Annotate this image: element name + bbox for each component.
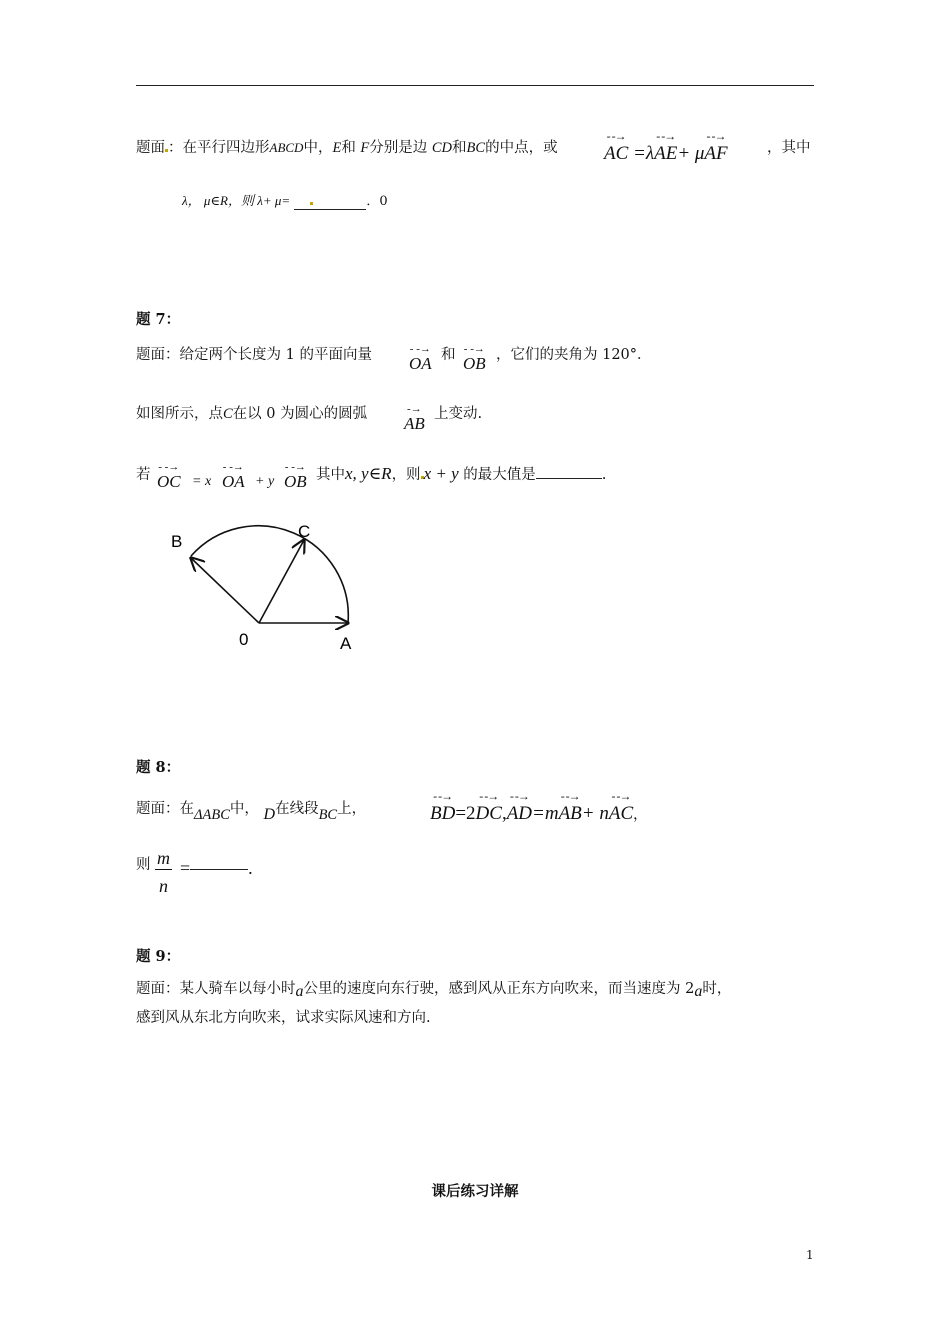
q7-x-plus-y: x + y [423,464,459,483]
q8-a: 题面：在 [136,801,194,817]
q8-e: 上， [337,801,367,817]
q7-line3-d: 的最大值是 [463,467,536,483]
vec-ae-label: AE [654,143,678,164]
q6-equation [604,129,728,165]
answer-blank[interactable] [190,869,248,870]
vec-oa-2: - -→ OA [222,461,245,491]
vec-ob-2: - -→ OB [284,461,307,491]
vec-ob-2-label: OB [284,472,307,491]
fraction-m-n [155,848,172,897]
q6-f: F [360,140,370,156]
q8-d: D [263,806,276,823]
vec-ac-label: AC [604,143,629,164]
q8-end: ， [633,808,648,823]
vec-ab-label: AB [404,414,425,433]
q6-text7: ，其中 [767,140,811,156]
vec-dc: - -→ DC [475,789,502,824]
section-heading: 课后练习详解 [431,1183,519,1200]
vec-bd: - -→ BD [430,789,456,824]
q7-line3-a: 若 [136,467,151,483]
q7-c: C [223,406,233,422]
vec-ob: - -→ OB [463,343,486,373]
header-rule [136,85,814,86]
q8-comma: , [501,803,507,824]
q8-c: 在线段 [275,801,319,817]
q6-abcd: ABCD [269,140,304,155]
q6-label: 题面 [136,140,165,156]
vec-dc-label: DC [475,803,502,824]
q7-line3-e: . [601,467,607,483]
q6-line2 [182,190,388,210]
q8-bc: BC [318,807,338,823]
vec-oc: - -→ OC [157,461,181,491]
vec-oa: - -→ OA [409,343,432,373]
q7-eq-x: = x [192,474,212,489]
q8-b: 中， [229,801,259,817]
vec-oa-label: OA [409,354,432,373]
q6-line2-b: ．0 [366,194,388,209]
q7-line2-b: 在以 0 为圆心的圆弧 [232,406,368,422]
vec-oa-2-label: OA [222,472,245,491]
vec-af-label: AF [704,143,728,164]
q8-title: 题 8： [136,759,181,776]
vec-ob-label: OB [463,354,486,373]
q9-line1 [136,977,731,998]
q6-text5: 和 [452,140,467,156]
q8-plusn: + n [581,803,609,824]
q6-eq-lambda: =λ [633,143,655,164]
q6-e: E [332,140,342,156]
vec-ab-q8: - -→ AB [558,789,582,824]
vec-ab-q8-label: AB [558,803,582,824]
q6-text4: 分别是边 [369,140,428,156]
vec-ad: - -→ AD [506,789,533,824]
vec-ab: -→ AB [404,403,425,433]
answer-blank[interactable] [536,478,602,479]
frac-num: m [157,848,170,868]
vec-bd-label: BD [430,803,456,824]
q6-text3: 和 [341,140,356,156]
vec-ad-label: AD [506,803,533,824]
q6-bc: BC [466,140,486,156]
q6-cd: CD [431,140,453,156]
q8-eq-blank [180,858,253,879]
q8-eqm: =m [532,803,559,824]
q7-line1 [136,343,372,364]
q8-line1 [136,797,367,823]
vec-ac: - -→ AC [604,129,629,164]
vec-af: - -→ AF [704,129,728,164]
q7-line2 [136,402,367,423]
vec-ac-q8-label: AC [608,803,634,824]
q8-equation [430,789,648,825]
label-b: B [171,532,183,551]
q6-colon: ： [168,140,183,156]
q7-line2-a: 如图所示，点 [136,406,223,422]
vec-ae: - -→ AE [654,129,678,164]
q7-title: 题 7： [136,311,181,328]
q6-text6: 的中点，或 [485,140,558,156]
q7-line3-c: ，则 [391,467,421,483]
q9-line1-a: 题面：某人骑车以每小时 [136,981,296,997]
q8-line2-a: 则 [136,857,151,873]
q8-fraction [155,848,172,897]
q9-a1: a [295,983,304,1000]
q6-text2: 中， [303,140,333,156]
q7-and: 和 [441,347,456,363]
q6-line2-a: λ， μ∈R，则 λ+ μ= [182,193,291,208]
q6-plus-mu: + μ [677,143,705,164]
q7-line3-b: 其中 [316,467,345,483]
page-number: 1 [806,1248,814,1262]
label-a: A [340,634,352,653]
answer-blank[interactable] [294,194,366,210]
q7-figure [160,515,370,655]
label-c: C [298,522,311,541]
q6-text1: 在平行四边形 [182,140,270,156]
arc-ab [191,526,348,623]
q7-line1-a: 题面：给定两个长度为 1 的平面向量 [136,347,372,363]
label-o: 0 [239,630,249,649]
q7-line1-c: ，它们的夹角为 120°． [496,347,652,363]
q9-title: 题 9： [136,948,181,965]
q9-line1-c: 时， [702,981,732,997]
q8-tri: ΔABC [194,807,230,823]
vector-oc-arrow [259,540,304,623]
vector-ob-arrow [191,558,259,623]
q7-xy-in-r: x, y∈R [345,464,392,483]
vec-oc-label: OC [157,472,181,491]
q9-a2: a [694,983,703,1000]
q9-line1-b: 公里的速度向东行驶，感到风从正东方向吹来，而当速度为 2 [303,981,695,997]
q7-plus-y: + y [255,474,275,489]
q8-eq2: =2 [455,803,476,824]
q7-line2-c: 上变动. [434,406,483,422]
q6-line1 [136,136,558,157]
frac-den: n [159,876,168,896]
q7-line3-rest [316,463,606,484]
marker-dot [310,202,313,205]
vec-ac-q8: - -→ AC [608,789,634,824]
q8-eq: = [180,858,191,878]
q9-line2: 感到风从东北方向吹来，试求实际风速和方向. [136,1010,431,1026]
q8-line2-end: . [248,858,253,878]
